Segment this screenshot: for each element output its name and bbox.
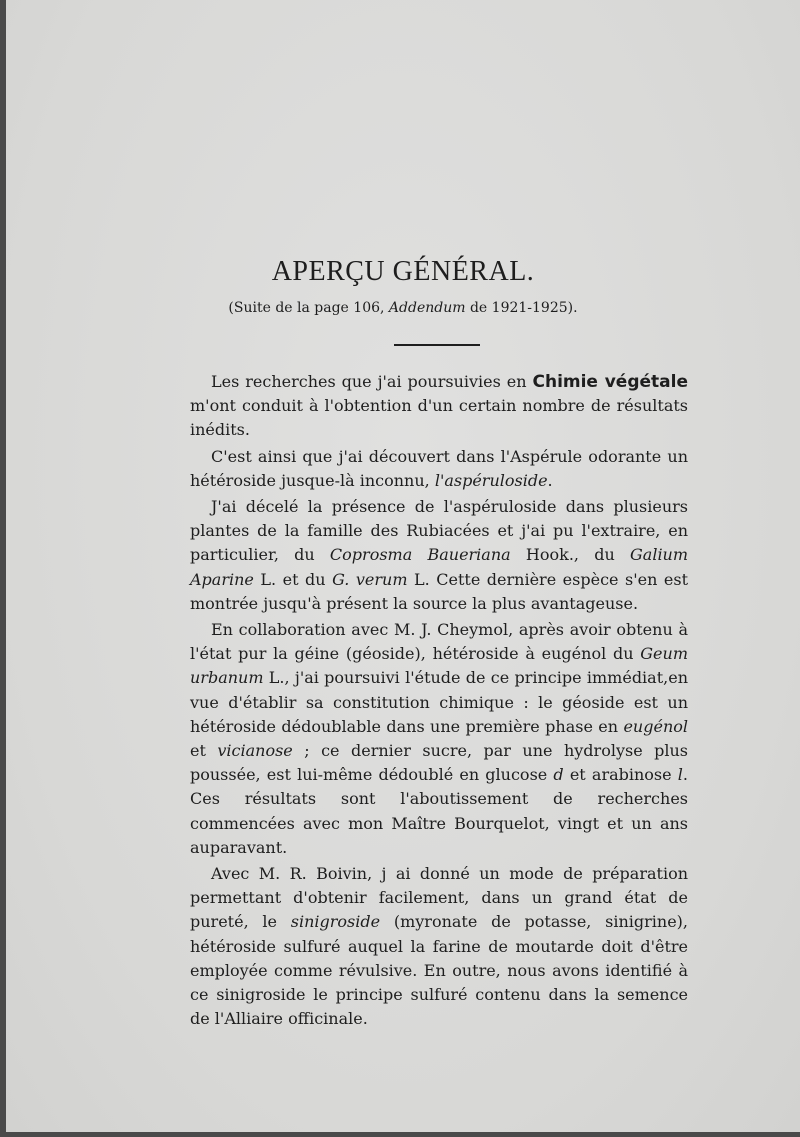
p3-italic-galium: Galium Aparine (190, 545, 689, 589)
p2-text-c: . (547, 470, 553, 490)
p4-text-c: L., j'ai poursuivi l'étude de ce principe immédiat,en vue d'établir sa constitution chimique : le géoside est un hétéroside dédoublable dans une première phase en (190, 668, 688, 736)
p4-text-k: . Ces résultats sont l'aboutissement de recherches commencées avec mon Maître Bourquelot, vingt et un ans auparavant. (190, 765, 689, 857)
document-page (6, 0, 800, 1132)
p2-italic-term: l'aspéruloside (434, 470, 548, 490)
p3-text-c: Hook., du (510, 545, 630, 565)
p2-text-a: C'est ainsi que j'ai découvert dans l'Aspérule odorante un hétéroside jusque-là inconnu, (190, 446, 688, 490)
p3-text-g: L. Cette dernière espèce s'en est montrée jusqu'à présent la source la plus avantageuse. (190, 569, 689, 613)
p5-text-c: (myronate de potasse, sinigrine), hétéroside sulfuré auquel la farine de moutarde doit d'être employée comme révulsive. En outre, nous avons identifié à ce sinigroside le principe sulfuré contenu dans la semence de l'Alliaire officinale. (190, 912, 688, 1029)
p5-italic-sinigroside: sinigroside (290, 912, 381, 932)
body-text (190, 370, 688, 1033)
paragraph-4 (190, 618, 688, 860)
subtitle-addendum: Addendum (388, 300, 466, 316)
p4-italic-geum: Geum urbanum (190, 644, 688, 688)
paragraph-1 (190, 370, 688, 443)
p4-italic-eugenol: eugénol (623, 716, 688, 736)
p4-text-g: ; ce dernier sucre, par une hydrolyse plus poussée, est lui-même dédoublé en glucose (190, 741, 689, 785)
p4-text-i: et arabinose (563, 765, 678, 785)
p1-bold-term: Chimie végétale (532, 372, 688, 392)
paragraph-5 (190, 862, 688, 1031)
p4-italic-d: d (553, 765, 564, 785)
p3-text-e: L. et du (253, 569, 333, 589)
p3-italic-verum: G. verum (332, 569, 408, 589)
paragraph-3 (190, 495, 688, 616)
p4-italic-l: l (677, 765, 683, 785)
subtitle-text-start: (Suite de la page 106, (228, 300, 389, 316)
page-subtitle (6, 300, 800, 316)
subtitle-text-end: de 1921-1925). (465, 300, 578, 316)
p4-italic-vicianose: vicianose (217, 741, 293, 761)
p3-italic-coprosma: Coprosma Baueriana (329, 545, 511, 565)
p1-text-a: Les recherches que j'ai poursuivies en (211, 372, 533, 391)
p3-text-a: J'ai décelé la présence de l'aspéruloside dans plusieurs plantes de la famille des Rubiacées et j'ai pu l'extraire, en particulier, du (190, 497, 688, 565)
p4-text-e: et (190, 741, 218, 761)
p1-text-c: m'ont conduit à l'obtention d'un certain nombre de résultats inédits. (190, 396, 688, 440)
page-title: APERÇU GÉNÉRAL. (271, 256, 535, 287)
p5-text-a: Avec M. R. Boivin, j ai donné un mode de préparation permettant d'obtenir facilement, dans un grand état de pureté, le (190, 864, 688, 932)
paragraph-2 (190, 445, 688, 493)
p4-text-a: En collaboration avec M. J. Cheymol, après avoir obtenu à l'état pur la géine (géoside), hétéroside à eugénol du (190, 620, 688, 664)
title-divider (394, 344, 480, 346)
